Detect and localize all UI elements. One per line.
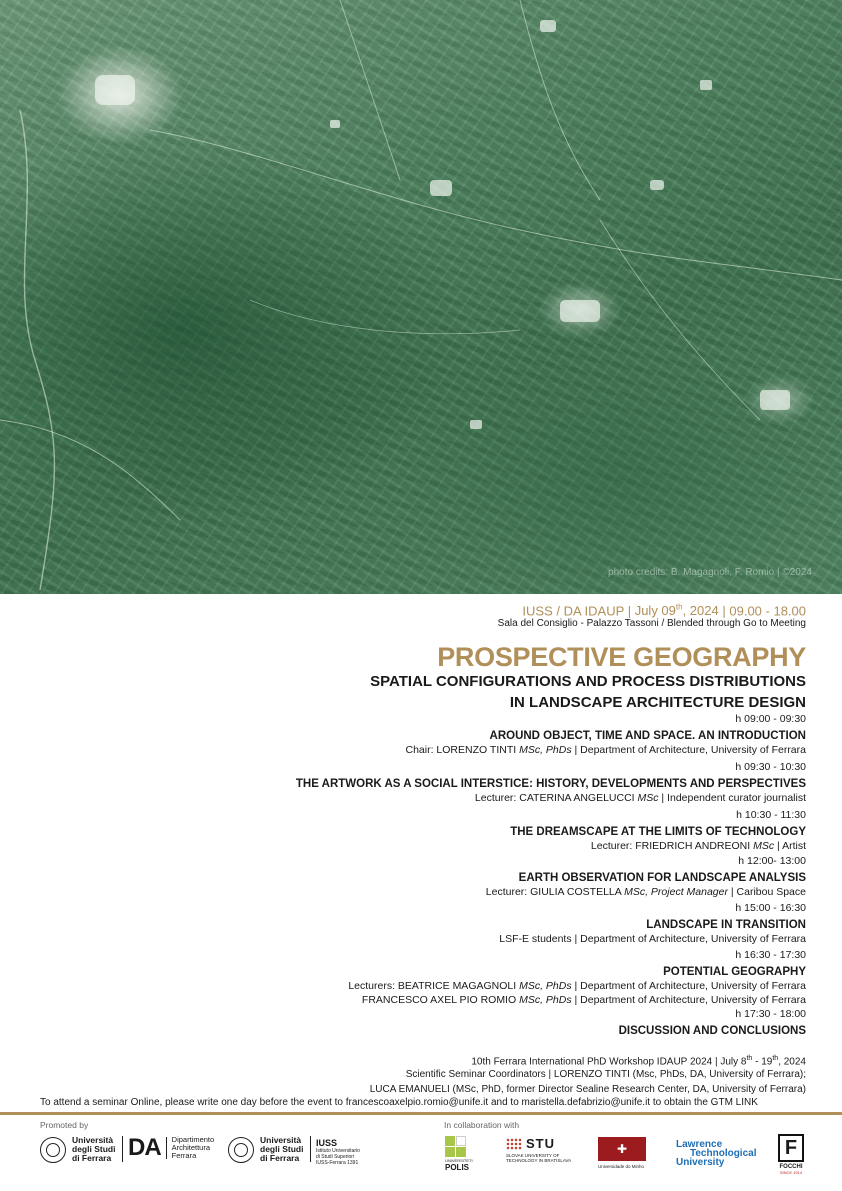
session-time: h 09:30 - 10:30 (735, 761, 806, 773)
polis-mark-icon (445, 1136, 473, 1157)
session-time: h 15:00 - 16:30 (735, 902, 806, 914)
stu-logo: STU SLOVAK UNIVERSITY OF TECHNOLOGY IN BRATISLAVA (506, 1136, 572, 1163)
session-block (499, 902, 806, 946)
session-time: h 17:30 - 18:00 (735, 1008, 806, 1020)
session-speaker: LSF-E students | Department of Architecture, University of Ferrara (499, 933, 806, 945)
minho-mark-icon: ✚ (598, 1137, 646, 1161)
online-attendance-note: To attend a seminar Online, please write one day before the event to francescoaxelpio.romio@unife.it and to maristella.defabrizio@unife.it to obtain the GTM LINK (40, 1097, 758, 1108)
session-block (486, 855, 806, 899)
unife-seal-icon-2 (228, 1137, 254, 1163)
venue-org: IUSS / DA IDAUP (522, 603, 625, 619)
session-title: EARTH OBSERVATION FOR LANDSCAPE ANALYSIS (518, 872, 806, 884)
collaboration-label: In collaboration with (444, 1120, 520, 1130)
session-title: THE ARTWORK AS A SOCIAL INTERSTICE: HISTORY, DEVELOPMENTS AND PERSPECTIVES (295, 778, 806, 790)
session-block (296, 761, 806, 805)
coordinators-line-2: LUCA EMANUELI (MSc, PhD, former Director Sealine Research Center, DA, University of Ferrara) (369, 1084, 806, 1095)
landscape-texture (0, 0, 842, 594)
event-hours: 09.00 - 18.00 (729, 603, 806, 619)
polis-logo: UNIVERSITETI POLIS (445, 1136, 473, 1172)
session-speaker: Lecturer: GIULIA COSTELLA MSc, Project Manager | Caribou Space (485, 886, 806, 898)
coordinators-line: Scientific Seminar Coordinators | LORENZO TINTI (Msc, PhDs, DA, University of Ferrara); (405, 1069, 806, 1080)
hero-satellite-image (0, 0, 842, 594)
session-title: LANDSCAPE IN TRANSITION (646, 919, 806, 931)
event-date: July 09th, 2024 (634, 603, 719, 619)
session-block (619, 1008, 806, 1038)
photo-credit: photo credits: B. Magagnoli, F. Romio | ©2024 (608, 567, 812, 578)
logo-divider (122, 1136, 123, 1162)
session-time: h 10:30 - 11:30 (736, 809, 806, 821)
unife-logo: Università degli Studi di Ferrara (40, 1136, 115, 1163)
subtitle-line-1: SPATIAL CONFIGURATIONS AND PROCESS DISTRIBUTIONS (370, 673, 806, 690)
session-speaker: Lecturers: BEATRICE MAGAGNOLI MSc, PhDs | Department of Architecture, University of Ferrara (348, 980, 806, 992)
session-block (406, 713, 807, 757)
session-block (348, 949, 806, 1007)
ltu-logo: Lawrence Technological University (676, 1139, 757, 1168)
unife-logo-2: Università degli Studi di Ferrara (228, 1136, 303, 1163)
focchi-logo: F FOCCHI SINCE 1914 (778, 1134, 804, 1175)
session-speaker: FRANCESCO AXEL PIO ROMIO MSc, PhDs | Department of Architecture, University of Ferrara (361, 994, 806, 1006)
session-time: h 16:30 - 17:30 (735, 949, 806, 961)
unife-seal-icon (40, 1137, 66, 1163)
workshop-line: 10th Ferrara International PhD Workshop IDAUP 2024 | July 8th - 19th, 2024 (471, 1055, 806, 1068)
promoted-by-label: Promoted by (40, 1120, 89, 1130)
page-title: PROSPECTIVE GEOGRAPHY (437, 642, 806, 672)
session-speaker: Lecturer: FRIEDRICH ANDREONI MSc | Artist (590, 840, 806, 852)
session-time: h 09:00 - 09:30 (735, 713, 806, 725)
event-room: Sala del Consiglio - Palazzo Tassoni / Blended through Go to Meeting (497, 618, 806, 629)
da-logo: DA Dipartimento Architettura Ferrara (128, 1134, 215, 1161)
event-venue-line: IUSS / DA IDAUP | July 09th, 2024 | 09.00 - 18.00 (522, 603, 806, 619)
session-title: THE DREAMSCAPE AT THE LIMITS OF TECHNOLOGY (510, 826, 806, 838)
gold-divider (0, 1112, 842, 1115)
iuss-logo: IUSS Istituto Universitario di Studi Superiori IUSS-Ferrara 1391 (316, 1138, 360, 1166)
session-speaker: Lecturer: CATERINA ANGELUCCI MSc | Independent curator journalist (474, 792, 806, 804)
stu-dots-icon (506, 1138, 522, 1150)
logo-divider-2 (310, 1136, 311, 1162)
session-time: h 12:00- 13:00 (738, 855, 806, 867)
session-title: POTENTIAL GEOGRAPHY (663, 966, 806, 978)
minho-logo: ✚ Universidade do Minho (598, 1137, 646, 1169)
session-block (510, 809, 806, 853)
session-title: AROUND OBJECT, TIME AND SPACE. AN INTRODUCTION (489, 730, 806, 742)
session-title: DISCUSSION AND CONCLUSIONS (618, 1025, 806, 1037)
subtitle-line-2: IN LANDSCAPE ARCHITECTURE DESIGN (509, 694, 806, 711)
session-speaker: Chair: LORENZO TINTI MSc, PhDs | Department of Architecture, University of Ferrara (405, 744, 806, 756)
